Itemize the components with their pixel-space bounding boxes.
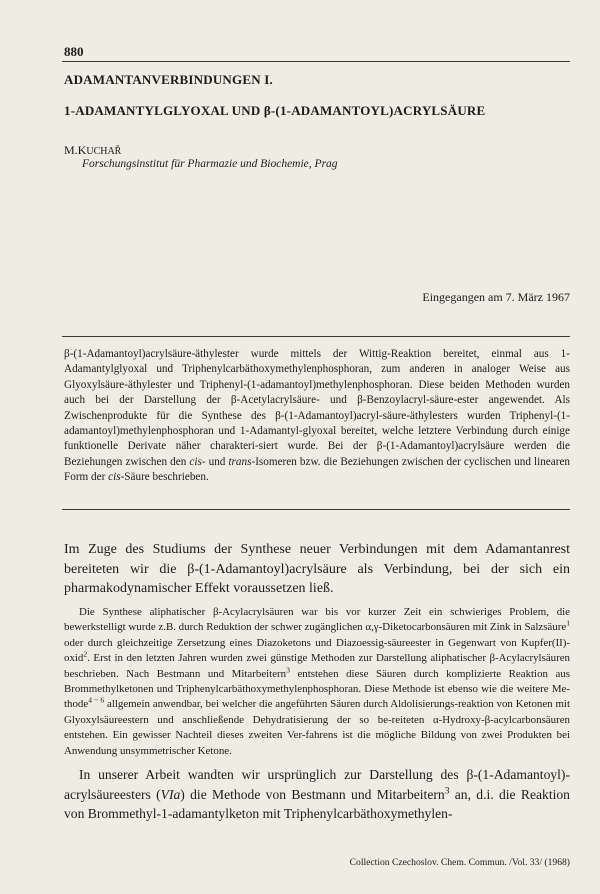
author-affiliation: Forschungsinstitut für Pharmazie und Biochemie, Prag <box>82 158 338 170</box>
received-date: Eingegangen am 7. März 1967 <box>422 290 570 304</box>
intro-paragraph: Im Zuge des Studiums der Synthese neuer Verbindungen mit dem Adamantanrest bereiteten wir die β-(1-Adamantoyl)acrylsäure als Verbindung, bei der sich ein pharmakodynamischer Effekt voraussetzen ließ. <box>64 542 570 596</box>
abstract-top-rule <box>62 336 570 337</box>
journal-footer: Collection Czechoslov. Chem. Commun. /Vol. 33/ (1968) <box>349 857 570 868</box>
page-number: 880 <box>64 44 84 59</box>
abstract-bottom-rule <box>62 509 570 510</box>
body-paragraph-main: In unserer Arbeit wandten wir ursprünglich zur Darstellung des β-(1-Adamantoyl)-acrylsäureesters (VIa) die Methode von Bestmann und Mitarbeitern$^3$ an, d.i. die Reaktion von Brommethyl-1-adamantylketon mit Triphenylcarbäthoxymethylen- <box>64 767 570 821</box>
abstract: β-(1-Adamantoyl)acrylsäure-äthylester wurde mittels der Wittig-Reaktion bereitet, einmal aus 1-Adamantylglyoxal und Triphenylcarbäthoxymethylenphosphoran, zum anderen in analoger Weise aus Glyoxylsäure-äthylester und Triphenyl-(1-adamantoyl)methylenphosphoran. Diese beiden Methoden wurden auch bei der Darstellung der β-Acetylacrylsäure- und β-Benzoylacryl-säure-ester angewendet. Als Zwischenprodukte für die Synthese des β-(1-Adamantoyl)acryl-säure-äthylesters wurden Triphenyl-(1-adamantoyl)methylenphosphoran und 1-Adamantyl-glyoxal bereitet, welche letztere Verbindung durch einige funktionelle Derivate näher charakteri-siert wurde. Bei der β-(1-Adamantoyl)acrylsäure werden die Beziehungen zwischen den cis- und trans-Isomeren bzw. die Beziehungen zwischen der cyclischen und linearen Form der cis-Säure beschrieben. <box>64 348 571 484</box>
article-title-line-2: 1-ADAMANTYLGLYOXAL UND β-(1-ADAMANTOYL)ACRYLSÄURE <box>64 103 486 118</box>
author-name: M.KUCHAŘ <box>64 143 122 157</box>
body-paragraph-small: Die Synthese aliphatischer β-Acylacrylsäuren war bis vor kurzer Zeit ein schwieriges Problem, die bewerkstelligt wurde z.B. durch Reduktion der schwer zugänglichen α,γ-Diketocarbonsäuren mit Zink in Salzsäure$^1$ oder durch gleichzeitige Zersetzung eines Diazoketons und Diazoessig-säureester in Gegenwart von Kupfer(II)-oxid$^2$. Erst in den letzten Jahren wurden zwei günstige Methoden zur Darstellung aliphatischer β-Acylacrylsäuren beschrieben. Nach Bestmann und Mitarbeitern$^3$ entstehen diese Säuren durch komplizierte Reaktion aus Brommethylketonen und Triphenylcarbäthoxymethylenphosphoran. Diese Methode ist ebenso wie die weitere Me-thode$^{4 - 6}$ allgemein anwendbar, bei welcher die angeführten Säuren durch Aldolisierungs-reaktion von Ketonen mit Glyoxylsäureestern und anschließende Dehydratisierung der so be-reiteten α-Hydroxy-β-acylcarbonsäuren entstehen. Ein gewisser Nachteil dieses zweiten Ver-fahrens ist die mögliche Bildung von zwei Produkten bei Anwendung unsymmetrischer Ketone. <box>64 606 570 757</box>
header-rule <box>62 61 570 62</box>
article-title-line-1: ADAMANTANVERBINDUNGEN I. <box>64 72 273 87</box>
